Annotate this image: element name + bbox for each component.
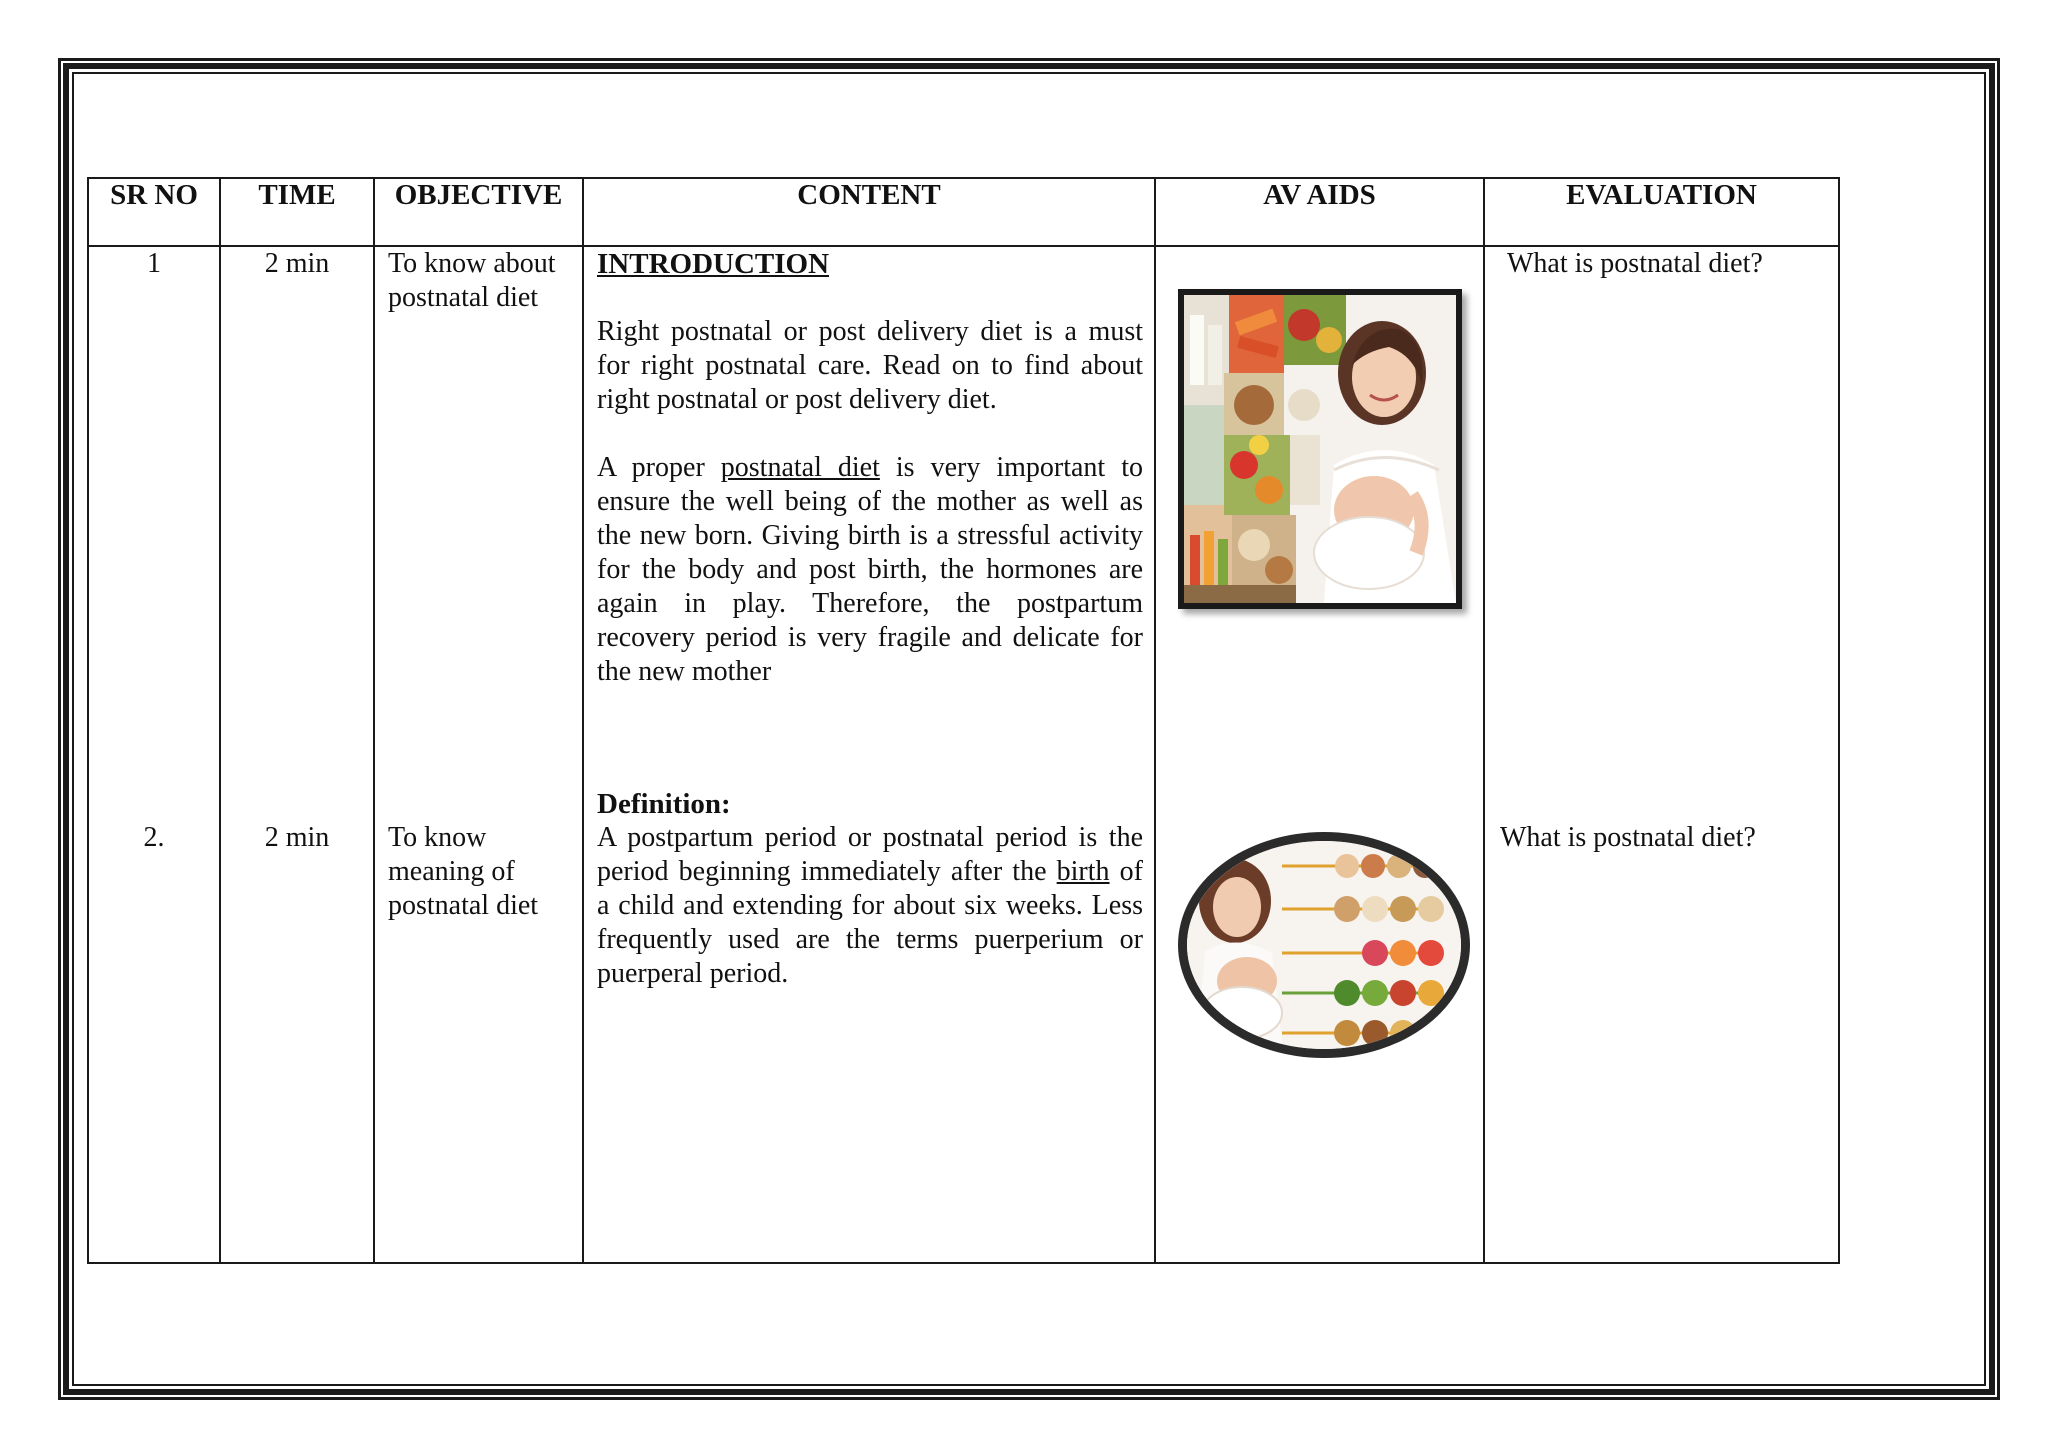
objective-1-line: postnatal diet bbox=[388, 282, 539, 313]
header-objective: OBJECTIVE bbox=[374, 178, 583, 246]
objective-1-line: To know about bbox=[388, 248, 556, 279]
time-cell bbox=[220, 246, 374, 1263]
header-time: TIME bbox=[220, 178, 374, 246]
para-text: is very important to ensure the well being of the mother as well as the new born. Giving birth is a stressful activity for the body and post birth, the hormones are again in play. Therefore, the postpartum recovery period is very fragile and delicate for the new mother bbox=[597, 452, 1143, 687]
definition-paragraph bbox=[597, 821, 1143, 991]
para-text: A postpartum period or postnatal period is the period beginning immediately after the bbox=[597, 822, 1143, 887]
header-evaluation: EVALUATION bbox=[1484, 178, 1839, 246]
content-cell bbox=[583, 246, 1155, 1263]
sr-no-2: 2. bbox=[143, 822, 165, 853]
intro-paragraph: Right postnatal or post delivery diet is a must for right postnatal care. Read on to find about right postnatal or post delivery diet. bbox=[597, 316, 1143, 415]
mother-food-collage-image bbox=[1178, 289, 1462, 609]
time-2: 2 min bbox=[264, 822, 330, 853]
header-av-aids: AV AIDS bbox=[1155, 178, 1484, 246]
definition-heading: Definition: bbox=[597, 788, 731, 820]
para-text: of a child and extending for about six weeks. Less frequently used are the terms puerperium or puerperal period. bbox=[597, 856, 1144, 989]
objective-2-line: meaning of bbox=[388, 856, 515, 887]
evaluation-2: What is postnatal diet? bbox=[1500, 822, 1756, 853]
av-aids-cell bbox=[1155, 246, 1484, 1263]
objective-2-line: postnatal diet bbox=[388, 890, 539, 921]
para-text: A proper bbox=[597, 452, 721, 483]
postnatal-diet-link[interactable]: postnatal diet bbox=[720, 452, 880, 483]
objective-cell bbox=[374, 246, 583, 1263]
objective-2-line: To know bbox=[388, 822, 487, 853]
table-row bbox=[88, 246, 1839, 1263]
lesson-plan-table bbox=[87, 177, 1840, 1264]
evaluation-cell bbox=[1484, 246, 1839, 1263]
mother-food-groups-oval-image bbox=[1178, 832, 1470, 1058]
header-sr-no: SR NO bbox=[88, 178, 220, 246]
table-header-row bbox=[88, 178, 1839, 246]
birth-link[interactable]: birth bbox=[1056, 856, 1110, 887]
time-1: 2 min bbox=[264, 248, 330, 279]
sr-no-cell bbox=[88, 246, 220, 1263]
evaluation-1: What is postnatal diet? bbox=[1507, 248, 1763, 279]
intro-paragraph-2 bbox=[597, 451, 1143, 689]
header-content: CONTENT bbox=[583, 178, 1155, 246]
intro-heading: INTRODUCTION bbox=[597, 248, 830, 280]
objective-1 bbox=[388, 247, 556, 315]
sr-no-1: 1 bbox=[147, 248, 161, 279]
objective-2 bbox=[388, 821, 538, 923]
